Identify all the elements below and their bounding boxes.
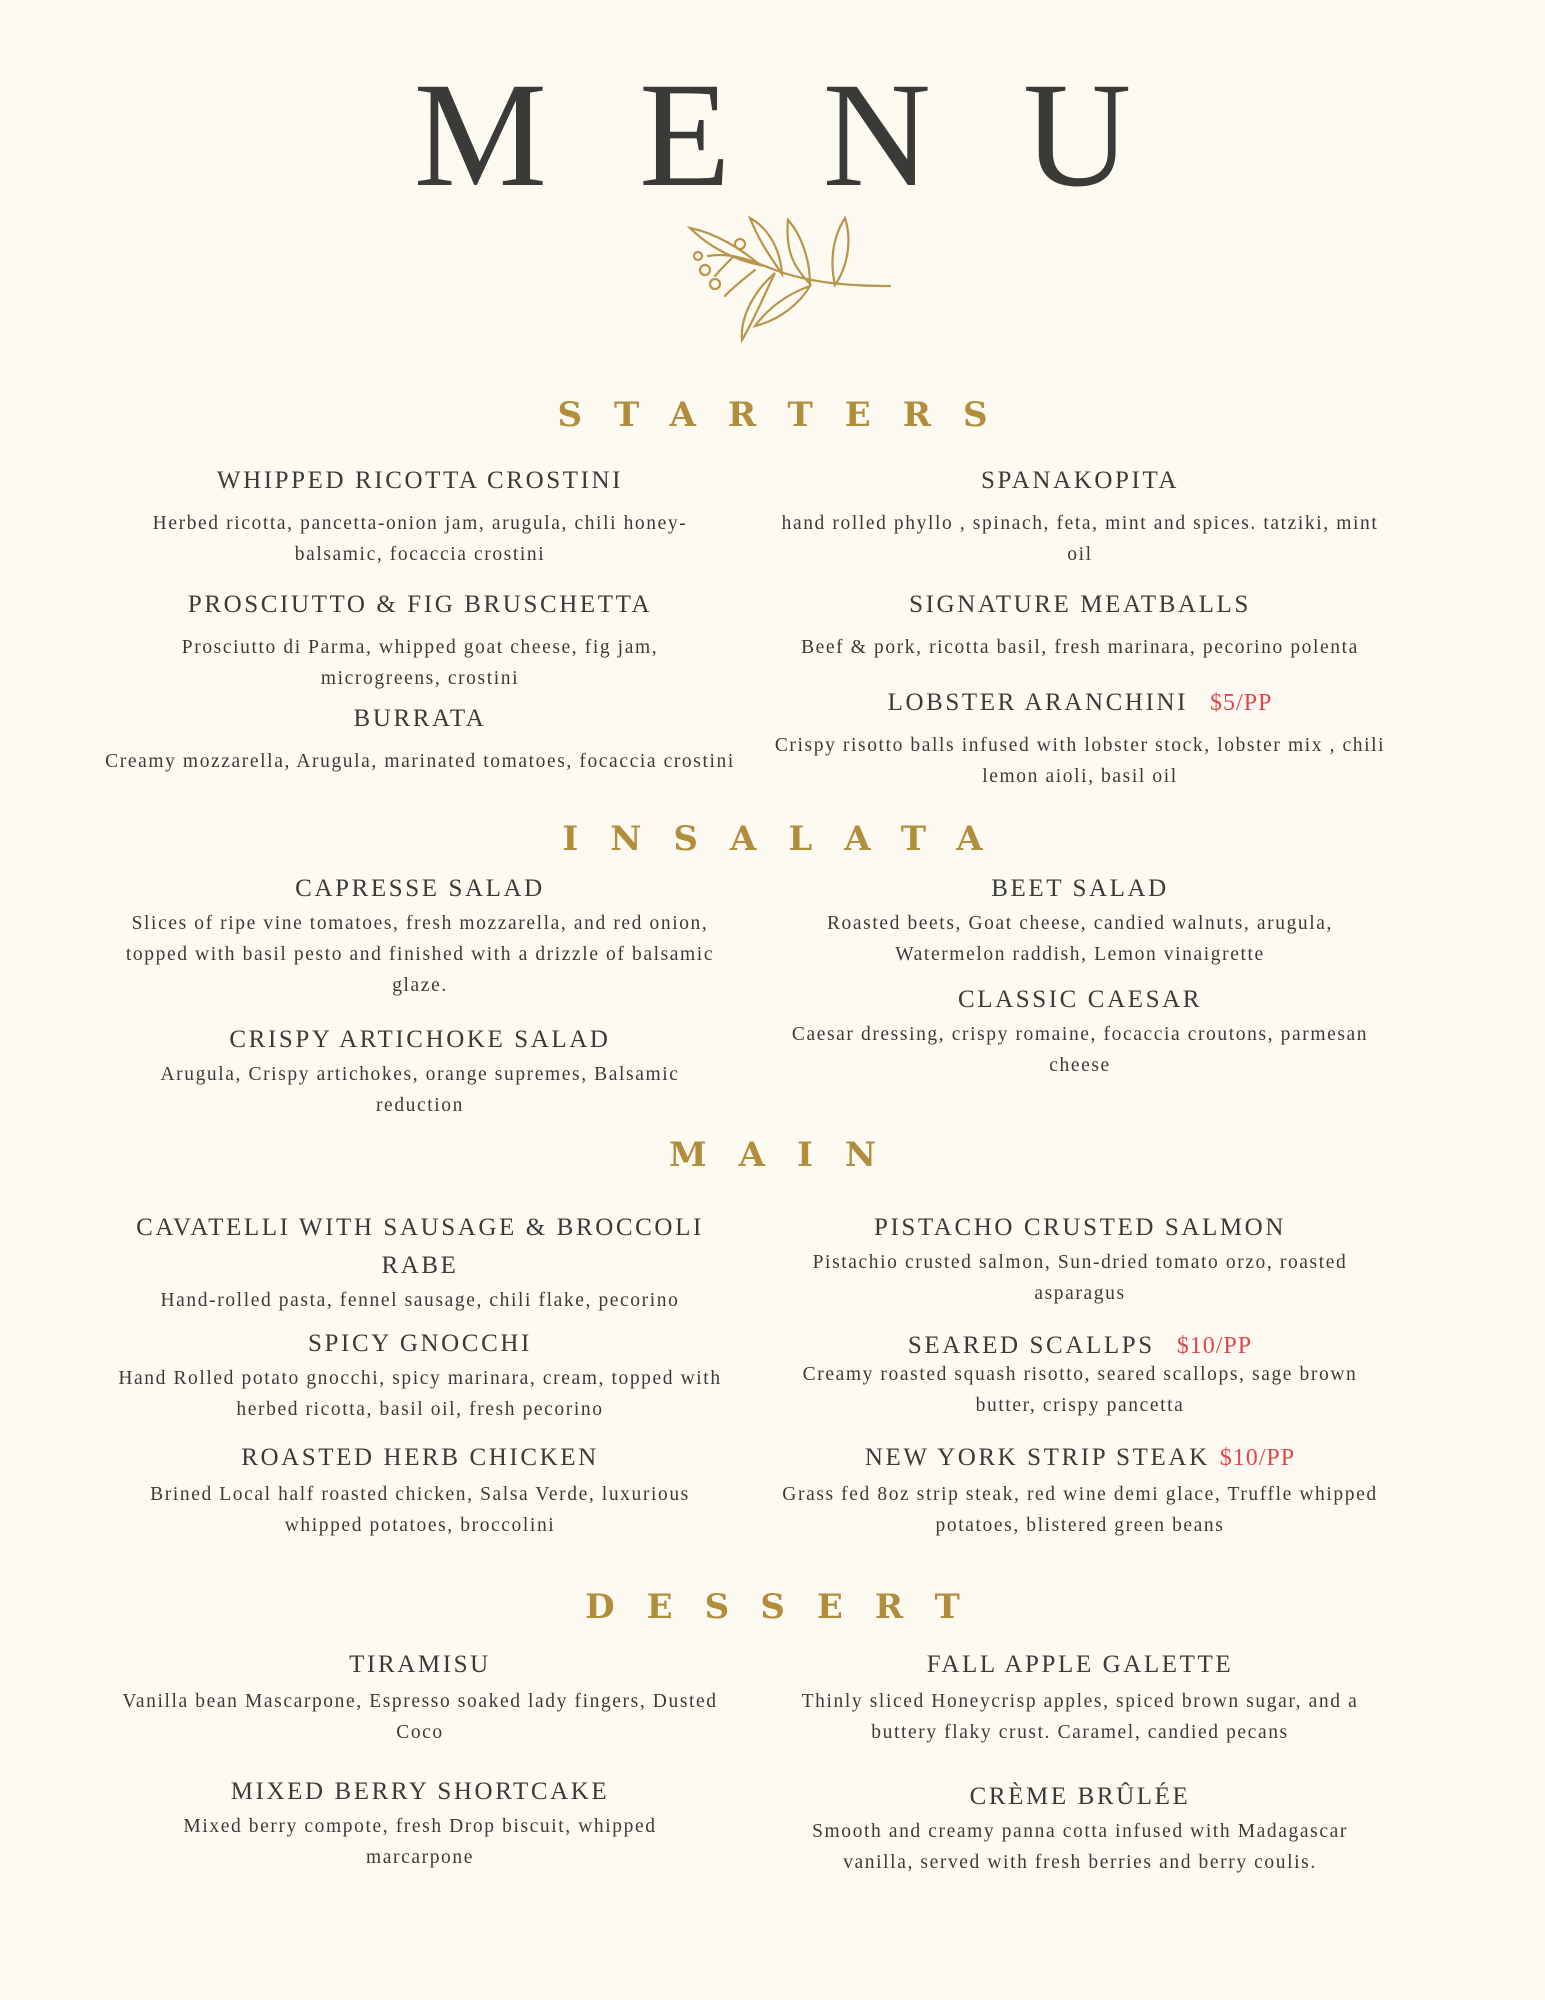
item-description: Mixed berry compote, fresh Drop biscuit, whipped marcarpone [183, 1816, 657, 1868]
item-description: Prosciutto di Parma, whipped goat cheese, fig jam, microgreens, crostini [181, 637, 659, 689]
menu-item [100, 700, 740, 777]
menu-item [760, 586, 1400, 663]
item-description: Smooth and creamy panna cotta infused with Madagascar vanilla, served with fresh berries and berry coulis. [812, 1821, 1348, 1873]
menu-item [760, 1439, 1400, 1541]
item-name: SIGNATURE MEATBALLS [909, 591, 1251, 618]
menu-item [760, 1646, 1400, 1748]
item-description: Vanilla bean Mascarpone, Espresso soaked lady fingers, Dusted Coco [122, 1691, 718, 1743]
menu-item [100, 1773, 740, 1873]
section-heading-dessert: DESSERT [585, 1587, 992, 1627]
section-heading-insalata: INSALATA [562, 819, 1015, 859]
item-description: Arugula, Crispy artichokes, orange supremes, Balsamic reduction [160, 1064, 680, 1116]
section-heading-starters: STARTERS [557, 395, 1020, 435]
item-description: Caesar dressing, crispy romaine, focaccia croutons, parmesan cheese [791, 1024, 1369, 1076]
item-name: CRISPY ARTICHOKE SALAD [229, 1026, 611, 1053]
menu-item [760, 1209, 1400, 1309]
menu-item [760, 981, 1400, 1081]
item-name: PROSCIUTTO & FIG BRUSCHETTA [187, 591, 653, 618]
menu-item [760, 870, 1400, 970]
item-price: $5/PP [1210, 690, 1273, 716]
item-description: Hand-rolled pasta, fennel sausage, chili flake, pecorino [160, 1290, 680, 1311]
menu-item [100, 462, 740, 570]
item-description: Grass fed 8oz strip steak, red wine demi glace, Truffle whipped potatoes, blistered green beans [782, 1484, 1378, 1536]
item-description: Pistachio crusted salmon, Sun-dried tomato orzo, roasted asparagus [812, 1252, 1348, 1304]
item-name: BURRATA [353, 705, 487, 732]
item-description: hand rolled phyllo , spinach, feta, mint and spices. tatziki, mint oil [781, 513, 1379, 565]
item-name: LOBSTER ARANCHINI $5/PP [887, 689, 1273, 716]
menu-item [760, 1327, 1400, 1421]
item-name: NEW YORK STRIP STEAK $10/PP [864, 1444, 1296, 1471]
menu-item [100, 1646, 740, 1748]
item-name: TIRAMISU [349, 1651, 491, 1678]
menu-item [100, 1209, 740, 1316]
item-name: SPANAKOPITA [981, 467, 1179, 494]
item-description: Herbed ricotta, pancetta-onion jam, arugula, chili honey-balsamic, focaccia crostini [152, 513, 688, 565]
item-name: SEARED SCALLPS $10/PP [907, 1332, 1253, 1359]
item-name: CAPRESSE SALAD [295, 875, 545, 902]
section-heading-main: MAIN [669, 1135, 908, 1175]
item-name: FALL APPLE GALETTE [926, 1651, 1234, 1678]
leaf-sprig-icon [660, 208, 900, 348]
item-description: Creamy mozzarella, Arugula, marinated tomatoes, focaccia crostini [105, 751, 735, 772]
item-price: $10/PP [1219, 1445, 1296, 1471]
item-description: Slices of ripe vine tomatoes, fresh mozzarella, and red onion, topped with basil pesto and finished with a drizzle of balsamic glaze. [125, 913, 715, 996]
item-description: Crispy risotto balls infused with lobster stock, lobster mix , chili lemon aioli, basil oil [774, 735, 1386, 787]
menu-item [760, 462, 1400, 570]
item-name: CAVATELLI WITH SAUSAGE & BROCCOLI RABE [136, 1214, 704, 1279]
item-name: CRÈME BRÛLÉE [969, 1783, 1191, 1810]
menu-item [100, 1439, 740, 1541]
menu-item [760, 684, 1400, 792]
item-description: Brined Local half roasted chicken, Salsa Verde, luxurious whipped potatoes, broccolini [150, 1484, 690, 1536]
menu-item [760, 1778, 1400, 1878]
item-description: Creamy roasted squash risotto, seared scallops, sage brown butter, crispy pancetta [802, 1364, 1358, 1416]
item-name: BEET SALAD [991, 875, 1169, 902]
item-description: Thinly sliced Honeycrisp apples, spiced brown sugar, and a buttery flaky crust. Caramel, candied pecans [801, 1691, 1359, 1743]
menu-item [100, 1021, 740, 1121]
item-name: PISTACHO CRUSTED SALMON [873, 1214, 1286, 1241]
item-description: Hand Rolled potato gnocchi, spicy marinara, cream, topped with herbed ricotta, basil oil, fresh pecorino [118, 1368, 722, 1420]
menu-item [100, 1325, 740, 1425]
item-name: SPICY GNOCCHI [308, 1330, 532, 1357]
item-name: CLASSIC CAESAR [957, 986, 1203, 1013]
menu-item [100, 586, 740, 694]
item-price: $10/PP [1176, 1333, 1253, 1359]
item-description: Beef & pork, ricotta basil, fresh marinara, pecorino polenta [801, 637, 1359, 658]
menu-item [100, 870, 740, 1001]
item-name: WHIPPED RICOTTA CROSTINI [216, 467, 624, 494]
menu-title: MENU [413, 52, 1224, 218]
item-description: Roasted beets, Goat cheese, candied walnuts, arugula, Watermelon raddish, Lemon vinaigrette [826, 913, 1334, 965]
item-name: ROASTED HERB CHICKEN [241, 1444, 599, 1471]
item-name: MIXED BERRY SHORTCAKE [230, 1778, 610, 1805]
